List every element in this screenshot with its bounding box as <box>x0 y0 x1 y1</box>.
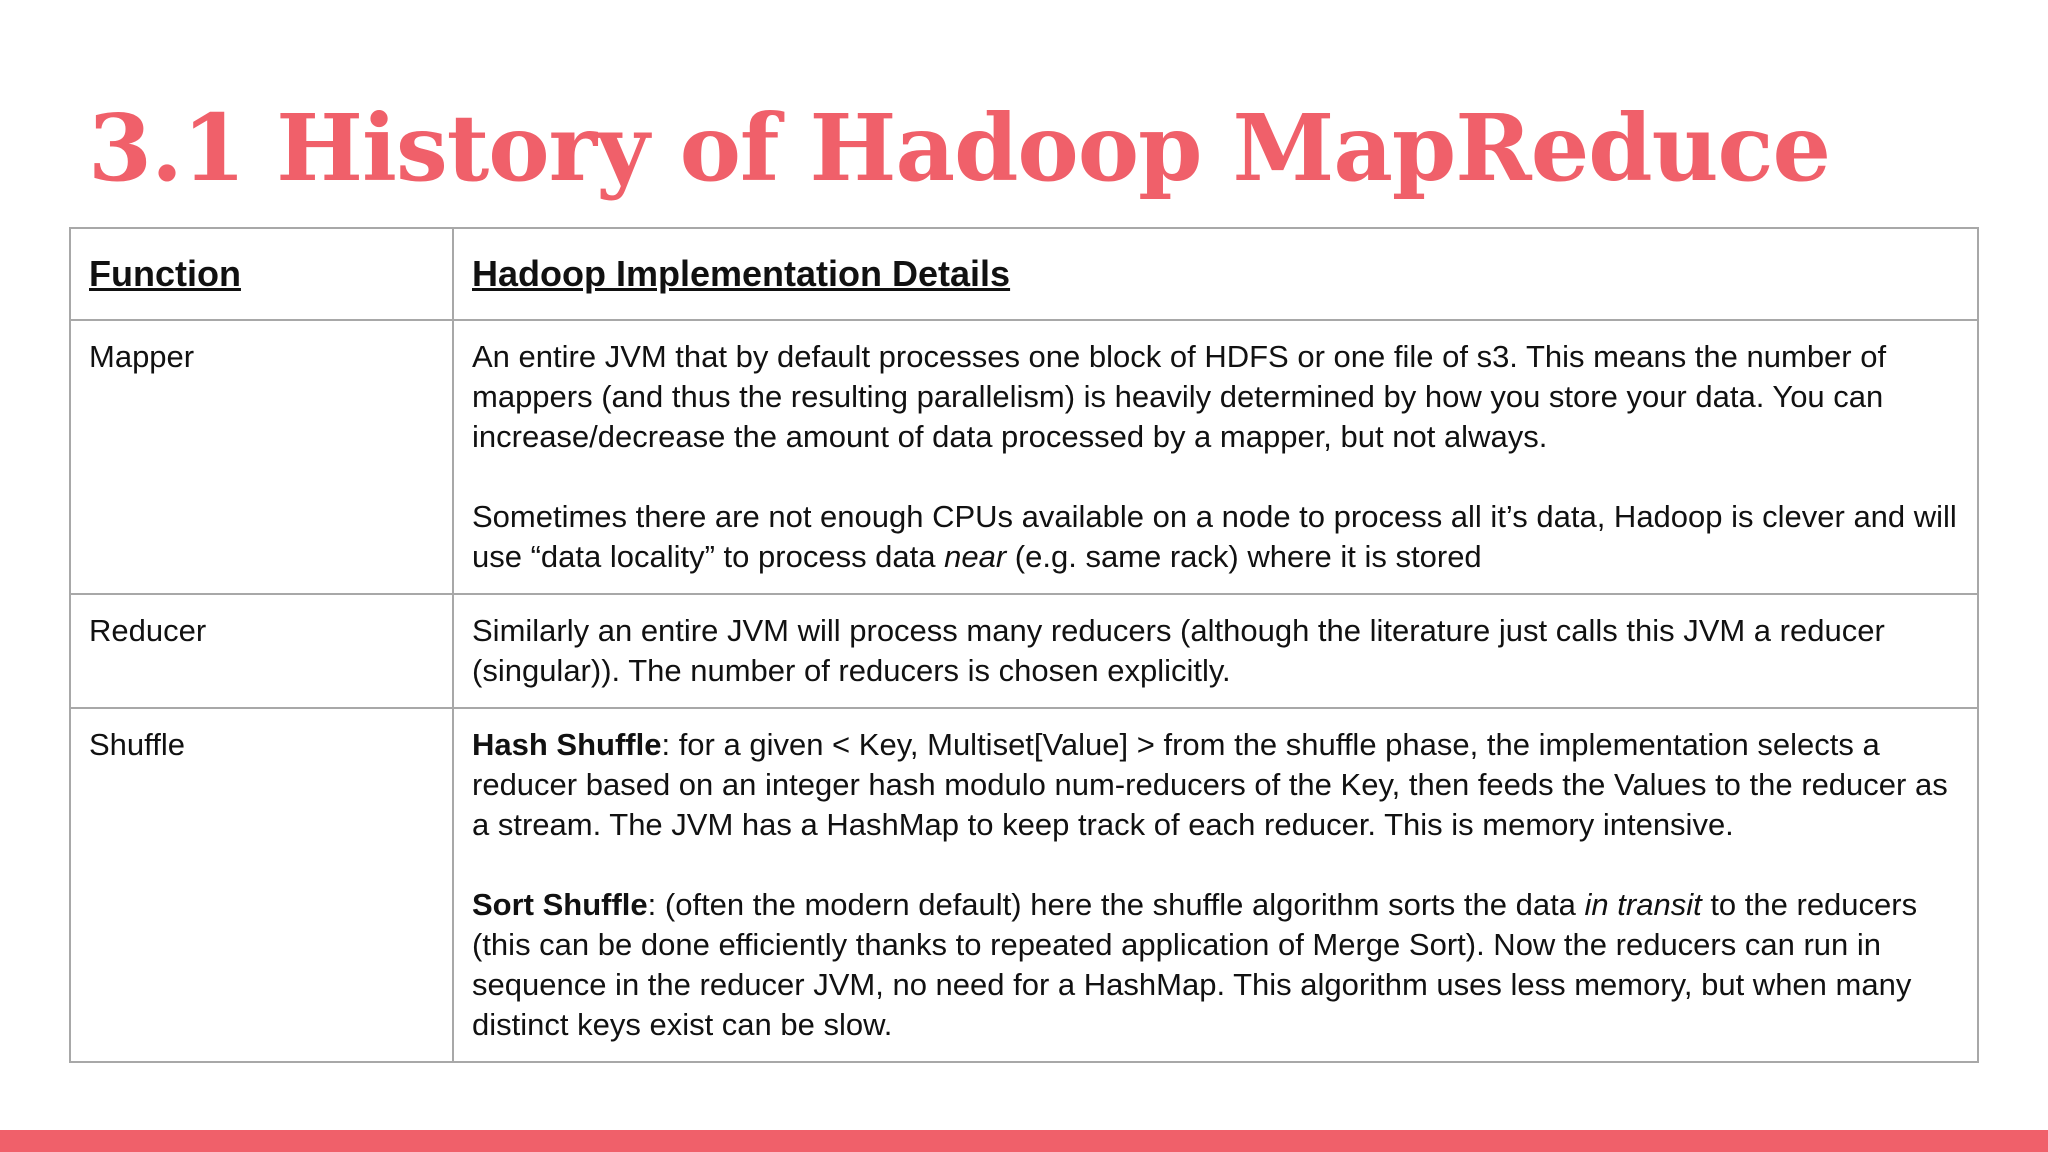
paragraph-gap <box>472 845 1959 885</box>
details-cell <box>453 594 1978 708</box>
text-segment: Similarly an entire JVM will process many reducers (although the literature just calls this JVM a reducer (singular)). The number of reducers is chosen explicitly. <box>472 613 1885 688</box>
text-segment: : (often the modern default) here the shuffle algorithm sorts the data <box>647 887 1585 922</box>
details-cell <box>453 708 1978 1062</box>
slide-title: 3.1 History of Hadoop MapReduce <box>88 94 1831 202</box>
details-paragraph <box>472 885 1959 1045</box>
text-segment: (e.g. same rack) where it is stored <box>1006 539 1482 574</box>
details-paragraph <box>472 337 1959 457</box>
details-paragraph <box>472 497 1959 577</box>
details-cell <box>453 320 1978 594</box>
accent-bottom-bar <box>0 1130 2048 1152</box>
function-cell: Mapper <box>70 320 453 594</box>
details-paragraph <box>472 611 1959 691</box>
text-segment: in transit <box>1584 887 1702 922</box>
text-segment: Sort Shuffle <box>472 887 648 922</box>
table-body <box>70 320 1978 1062</box>
text-segment: : for a given < Key, Multiset[Value] > from the shuffle phase, the implementation selects a reducer based on an integer hash modulo num-reducers of the Key, then feeds the Values to the reducer as a stream. The JVM has a HashMap to keep track of each reducer. This is memory intensive. <box>472 727 1948 842</box>
text-segment: near <box>944 539 1007 574</box>
header-details: Hadoop Implementation Details <box>453 228 1978 320</box>
table-header-row <box>70 228 1978 320</box>
function-cell: Reducer <box>70 594 453 708</box>
details-paragraph <box>472 725 1959 845</box>
header-function: Function <box>70 228 453 320</box>
table-row <box>70 708 1978 1062</box>
text-segment: to the reducers (this can be done efficiently thanks to repeated application of Merge Sort). Now the reducers can run in sequence in the reducer JVM, no need for a HashMap. This algorithm uses less memory, but when many distinct keys exist can be slow. <box>472 887 1918 1042</box>
text-segment: An entire JVM that by default processes one block of HDFS or one file of s3. This means the number of mappers (and thus the resulting parallelism) is heavily determined by how you store your data. You can increase/decrease the amount of data processed by a mapper, but not always. <box>472 339 1887 454</box>
table-row <box>70 594 1978 708</box>
text-segment: Sometimes there are not enough CPUs available on a node to process all it’s data, Hadoop is clever and will use “data locality” to process data <box>472 499 1957 574</box>
text-segment: Hash Shuffle <box>472 727 662 762</box>
table-row <box>70 320 1978 594</box>
hadoop-details-table <box>69 227 1979 1063</box>
paragraph-gap <box>472 457 1959 497</box>
function-cell: Shuffle <box>70 708 453 1062</box>
